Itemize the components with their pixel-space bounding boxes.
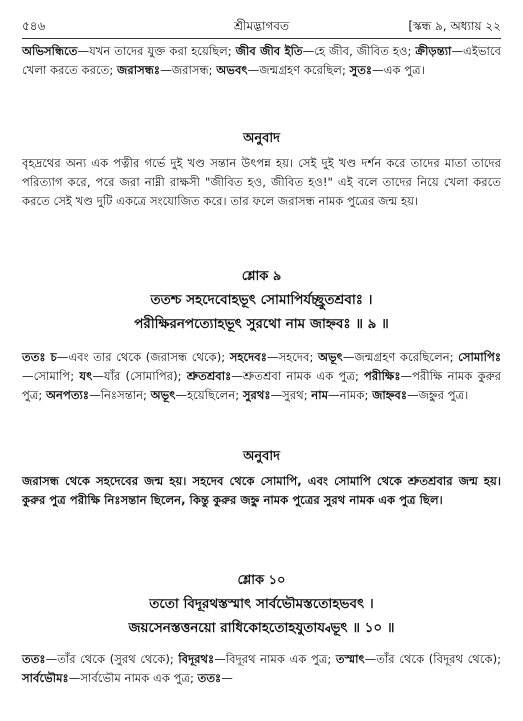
synonym-meaning: —হে জীব, জীবিত হও; xyxy=(302,44,416,58)
synonym-term: ক্রীড়ন্ত্যা xyxy=(415,44,452,58)
translation-heading: অনুবাদ xyxy=(243,449,280,464)
synonyms-paragraph xyxy=(22,348,501,405)
synonym-meaning: —জরাসন্ধ; xyxy=(160,63,217,77)
synonym-meaning: —হয়েছিলেন; xyxy=(175,388,243,402)
synonym-term: নাম xyxy=(311,388,329,402)
synonym-term: সহদেবঃ xyxy=(229,350,267,364)
synonym-meaning: —শ্রুতশ্রবা নামক এক পুত্র; xyxy=(231,369,365,383)
synonym-meaning: —সোমাপি; xyxy=(22,369,80,383)
synonym-term: জাহ্নবঃ xyxy=(372,388,408,402)
synonym-term: অভূৎ xyxy=(317,350,343,364)
synonym-term: জরাসন্ধঃ xyxy=(116,63,161,77)
synonym-term: তস্মাৎ xyxy=(335,652,365,666)
synonyms-paragraph xyxy=(22,650,501,688)
translation-text: জরাসন্ধ থেকে সহদেবের জন্ম হয়। সহদেব থেকে সোমাপি, এবং সোমাপি থেকে শ্রুতশ্রবার জন্ম হয়। কুরুর পুত্র পরীক্ষি নিঃসন্তান ছিলেন, কিন্তু কুরুর জহ্নু নামক পুত্রের সুরথ নামক এক পুত্র ছিল। xyxy=(22,474,501,507)
synonym-term: সুরথঃ xyxy=(242,388,271,402)
translation-section-2 xyxy=(22,448,501,510)
synonym-meaning: —নামক; xyxy=(328,388,373,402)
synonym-meaning: —সহদেব; xyxy=(266,350,318,364)
synonym-meaning: —জহ্নুর পুত্র। xyxy=(407,388,469,402)
synonym-term: ততঃ xyxy=(22,652,46,666)
verse-line: ততশ্চ সহদেবোহভূৎ সোমাপির্যচ্ছ্রুতশ্রবাঃ । xyxy=(150,292,373,308)
synonym-meaning: —যখন তাদের যুক্ত করা হয়েছিল; xyxy=(77,44,236,58)
verse-heading: শ্লোক ৯ xyxy=(241,269,282,284)
synonym-meaning: —নিঃসন্তান; xyxy=(89,388,151,402)
translation-heading: অনুবাদ xyxy=(243,131,280,146)
synonym-meaning: —বিদূরথ নামক এক পুত্র; xyxy=(214,652,336,666)
previous-synonyms xyxy=(22,42,501,80)
synonym-term: ততঃ xyxy=(197,671,222,685)
synonym-meaning: —এইভাবে খেলা করতে করতে; xyxy=(22,44,501,77)
page-number: ৫৪৬ xyxy=(22,19,46,33)
synonym-meaning: —তাঁর থেকে (বিদূরথ থেকে); xyxy=(364,652,502,666)
book-title: শ্রীমদ্ভাগবত xyxy=(233,19,289,33)
synonym-term: যৎ xyxy=(79,369,93,383)
synonym-term: অনপত্যঃ xyxy=(45,388,90,402)
synonym-meaning: —এক পুত্র। xyxy=(372,63,425,77)
verse-line: পরীক্ষিরনপত্যোহভূৎ সুরথো নাম জাহ্নবঃ ॥ ৯ ॥ xyxy=(134,316,389,332)
synonym-meaning: — xyxy=(221,671,233,685)
synonym-term: সোমাপিঃ xyxy=(458,350,502,364)
synonym-term: সুতঃ xyxy=(349,63,373,77)
synonym-meaning: —সার্বভৌম নামক এক পুত্র; xyxy=(68,671,198,685)
synonym-term: সার্বভৌমঃ xyxy=(22,671,69,685)
synonym-term: অভিসন্ধিতে xyxy=(22,44,78,58)
verse-line: ততো বিদূরথস্তস্মাৎ সার্বভৌমস্ততোহভবৎ । xyxy=(149,596,374,612)
synonym-meaning: —পরীক্ষি নামক কুরুর পুত্র; xyxy=(22,369,501,402)
synonym-term: বিদূরথঃ xyxy=(178,652,215,666)
header-divider xyxy=(22,38,501,39)
translation-section-1 xyxy=(22,130,501,211)
synonym-term: পরীক্ষিঃ xyxy=(364,369,401,383)
synonym-meaning: —জন্মগ্রহণ করেছিল; xyxy=(247,63,350,77)
synonym-meaning: —তাঁর থেকে (সুরথ থেকে); xyxy=(45,652,179,666)
verse-10 xyxy=(22,572,501,640)
synonym-meaning: —এবং তার থেকে (জরাসন্ধ থেকে); xyxy=(56,350,230,364)
synonym-term: অভূৎ xyxy=(150,388,176,402)
translation-text: বৃহদ্রথের অন্য এক পত্নীর গর্ভে দুই খণ্ড সন্তান উৎপন্ন হয়। সেই দুই খণ্ড দর্শন করে তাদের মাতা তাদের পরিত্যাগ করে, পরে জরা নাম্নী রাক্ষসী "জীবিত হও, জীবিত হও!" এই বলে তাদের নিয়ে খেলা করতে করতে সেই খণ্ড দুটি একত্রে সংযোজিত করে। তার ফলে জরাসন্ধ নামক পুত্রের জন্ম হয়। xyxy=(22,156,501,208)
verse-9 xyxy=(22,268,501,336)
synonyms-verse-10 xyxy=(22,650,501,688)
synonyms-paragraph xyxy=(22,42,501,80)
synonym-meaning: —যাঁর (সোমাপির); xyxy=(92,369,187,383)
synonym-term: ততঃ চ xyxy=(22,350,57,364)
synonym-term: জীব জীব ইতি xyxy=(235,44,303,58)
chapter-reference: [স্কন্ধ ৯, অধ্যায় ২২ xyxy=(408,19,501,33)
synonyms-verse-9 xyxy=(22,348,501,405)
verse-heading: শ্লোক ১০ xyxy=(237,573,286,588)
page-header xyxy=(22,16,501,36)
synonym-meaning: —সুরথ; xyxy=(270,388,312,402)
verse-line: জয়সেনস্তত্তনয়ো রাধিকোহতোহযুতায্বভূৎ ॥ ১০ ॥ xyxy=(128,620,395,636)
synonym-meaning: —জন্মগ্রহণ করেছিলেন; xyxy=(342,350,459,364)
synonym-term: অভবৎ xyxy=(216,63,248,77)
synonym-term: শ্রুতশ্রবাঃ xyxy=(186,369,232,383)
